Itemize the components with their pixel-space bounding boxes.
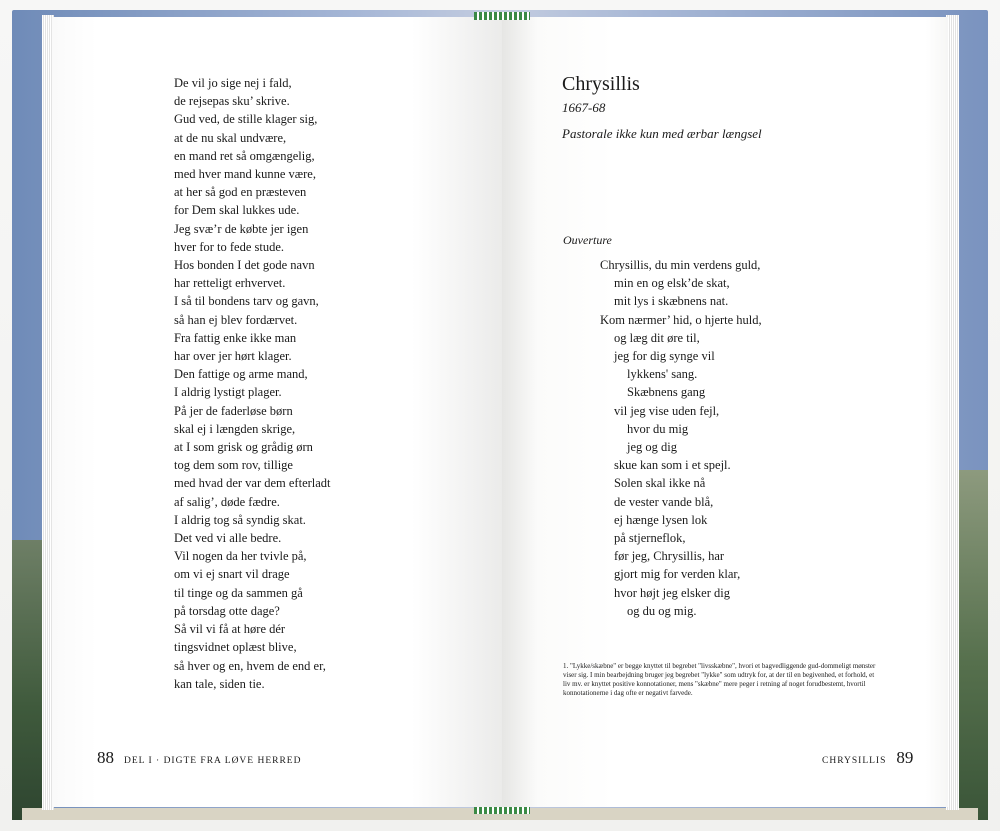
poem-header [562, 72, 902, 143]
left-folio [97, 748, 301, 768]
verse-line: Kom nærmer’ hid, o hjerte huld, [600, 312, 762, 327]
verse-line: skue kan som i et spejl. [614, 458, 731, 473]
verse-line: skal ej i længden skrige, [174, 421, 296, 436]
poem-subtitle: Pastorale ikke kun med ærbar længsel [562, 126, 762, 141]
verse-line: hvor højt jeg elsker dig [614, 585, 730, 600]
verse-line: har over jer hørt klager. [174, 349, 292, 364]
right-folio [822, 748, 913, 768]
running-head-left: DEL I · DIGTE FRA LØVE HERRED [124, 756, 302, 766]
verse-line: på torsdag otte dage? [174, 603, 280, 618]
verse-line: min en og elsk’de skat, [614, 276, 730, 291]
verse-line: Gud ved, de stille klager sig, [174, 112, 318, 127]
verse-line: hver for to fede stude. [174, 239, 285, 254]
verse-line: tingsvidnet oplæst blive, [174, 640, 297, 655]
verse-line: Fra fattig enke ikke man [174, 330, 297, 345]
verse-line: Skæbnens gang [627, 385, 706, 400]
verse-line: jeg og dig [627, 440, 677, 455]
verse-line: gjort mig for verden klar, [614, 567, 741, 582]
verse-line: med hvad der var dem efterladt [174, 476, 331, 491]
cover-landscape-right [955, 470, 988, 820]
verse-line: Den fattige og arme mand, [174, 367, 308, 382]
verse-line: om vi ej snart vil drage [174, 567, 290, 582]
verse-line: Så vil vi få at høre dér [174, 622, 286, 637]
verse-line: Det ved vi alle bedre. [174, 531, 282, 546]
verse-line: med hver mand kunne være, [174, 167, 316, 182]
verse-line: de rejsepas sku’ skrive. [174, 94, 290, 109]
running-head-right: CHRYSILLIS [822, 756, 887, 766]
bookmark-ribbon-bottom [474, 807, 530, 814]
verse-line: jeg for dig synge vil [614, 349, 715, 364]
verse-line: så han ej blev fordærvet. [174, 312, 298, 327]
verse-line: Vil nogen da her tvivle på, [174, 549, 307, 564]
verse-line: De vil jo sige nej i fald, [174, 76, 292, 90]
section-heading: Ouverture [563, 233, 612, 247]
verse-line: til tinge og da sammen gå [174, 585, 303, 600]
verse-line: mit lys i skæbnens nat. [614, 294, 729, 309]
right-verse [600, 256, 900, 620]
poem-years: 1667-68 [562, 100, 606, 115]
poem-title: Chrysillis [562, 73, 640, 95]
verse-line: vil jeg vise uden fejl, [614, 403, 720, 418]
verse-line: I aldrig lystigt plager. [174, 385, 282, 400]
verse-line: På jer de faderløse børn [174, 403, 293, 418]
verse-line: før jeg, Chrysillis, har [614, 549, 725, 564]
verse-line: på stjerneflok, [614, 531, 686, 546]
verse-line: Hos bonden I det gode navn [174, 258, 315, 273]
verse-line: kan tale, siden tie. [174, 676, 265, 691]
verse-line: så hver og en, hvem de end er, [174, 658, 326, 673]
verse-line: hvor du mig [627, 421, 689, 436]
verse-line: I så til bondens tarv og gavn, [174, 294, 319, 309]
verse-line: af salig’, døde fædre. [174, 494, 280, 509]
verse-line: for Dem skal lukkes ude. [174, 203, 300, 218]
footnote: 1. "Lykke/skæbne" er begge knyttet til begrebet "livsskæbne", hvori et bagvedliggende gud-dommeligt mønster viser sig. I min bearbejdning bruger jeg begrebet "lykke" som udtryk for, at der til en begivenhed, et forhold, et liv mv. er knyttet positive konnotationer, mens "skæbne" mere peger i retning af noget forudbestemt, hvortil konnotationerne i dag ofte er negativt farvede. [563, 662, 876, 697]
verse-line: tog dem som rov, tillige [174, 458, 293, 473]
verse-line: Solen skal ikke nå [614, 476, 706, 491]
verse-line: Chrysillis, du min verdens guld, [600, 258, 761, 272]
verse-line: at de nu skal undvære, [174, 130, 287, 145]
verse-line: at I som grisk og grådig ørn [174, 440, 313, 455]
verse-line: og læg dit øre til, [614, 330, 700, 345]
verse-line: lykkens' sang. [627, 367, 698, 382]
page-number-right: 89 [896, 748, 914, 767]
verse-line: de vester vande blå, [614, 494, 714, 509]
verse-line: har retteligt erhvervet. [174, 276, 286, 291]
verse-line: ej hænge lysen lok [614, 512, 708, 527]
verse-line: og du og mig. [627, 603, 697, 618]
page-number-left: 88 [97, 748, 114, 767]
verse-line: at her så god en præsteven [174, 185, 307, 200]
bookmark-ribbon-top [474, 12, 530, 20]
left-verse [174, 74, 474, 693]
verse-line: Jeg svæ’r de købte jer igen [174, 221, 309, 236]
verse-line: en mand ret så omgængelig, [174, 148, 315, 163]
verse-line: I aldrig tog så syndig skat. [174, 512, 306, 527]
